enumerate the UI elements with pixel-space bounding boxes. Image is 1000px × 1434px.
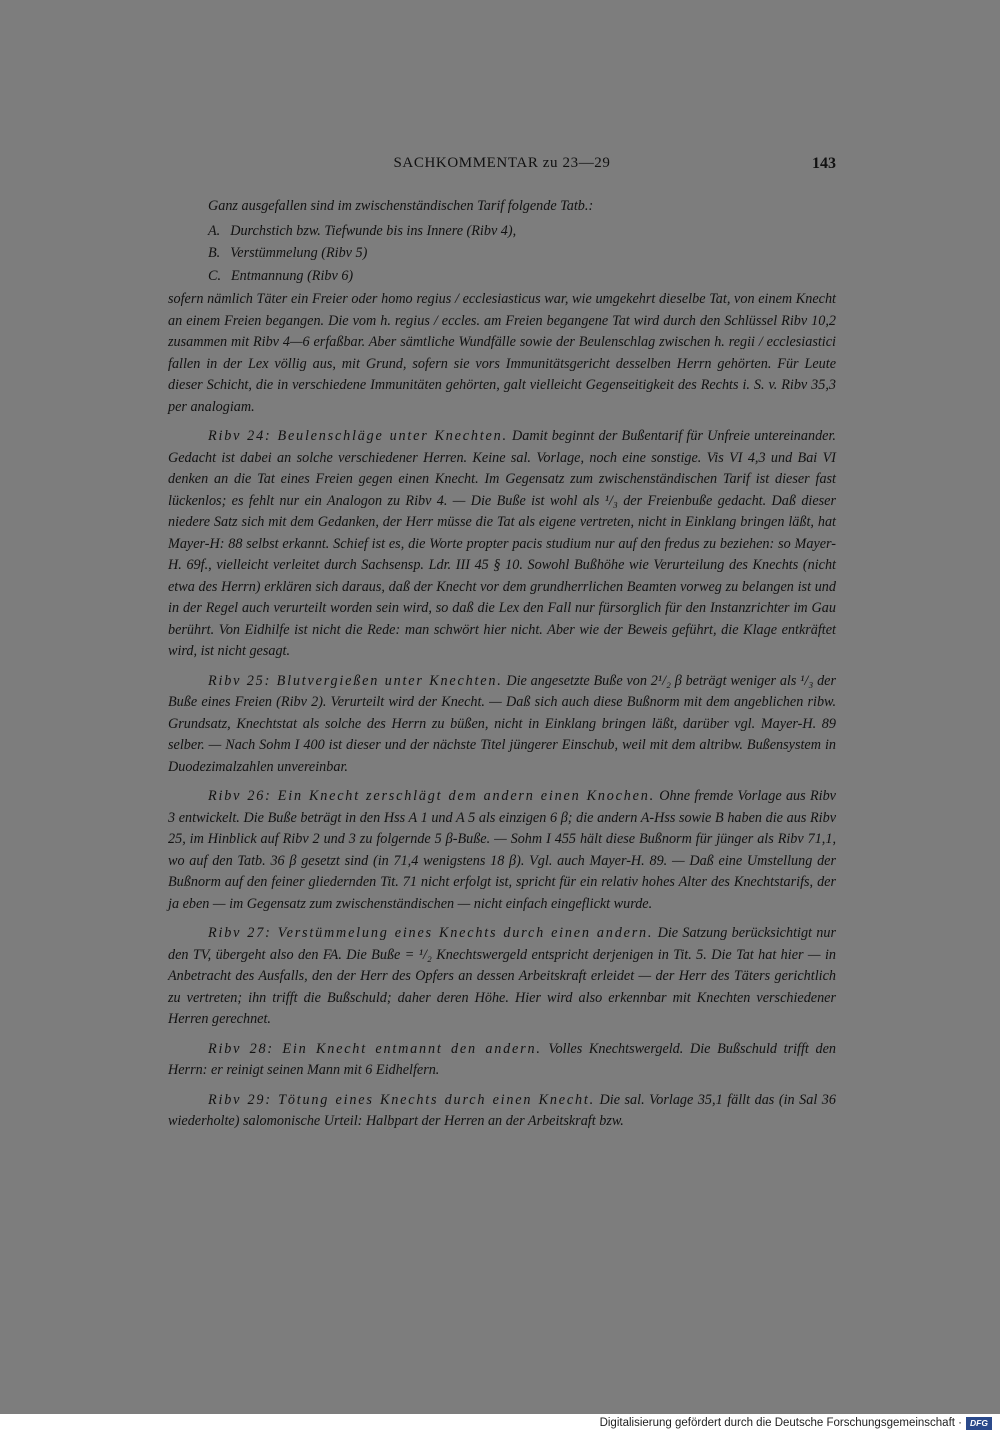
section-text: Ohne fremde Vorlage aus Ribv 3 entwickelt. Die Buße beträgt in den Hss A 1 und A 5 als einzigen 6 β; die andern A-Hss sowie B haben die aus Ribv 25, im Hinblick auf Ribv 2 und 3 zu folgernde 5 β-Buße. — Sohm I 455 hält diese Bußnorm für jünger als Ribv 71,1, wo auf den Tatb. 36 β gesetzt sind (in 71,4 wenigstens 18 β). Vgl. auch Mayer-H. 89. — Daß eine Umstellung der Bußnorm auf den feiner gliedernden Tit. 71 nicht erfolgt ist, spricht für ein relativ hohes Alter des Knechtstarifs, der ja eben — im Gegensatz zum zwischenständischen — nicht einfach eingeflickt wurde. (168, 788, 836, 912)
list-letter: C. (208, 267, 222, 284)
section-text: Volles Knechtswergeld. Die Bußschuld trifft den Herrn: er reinigt seinen Mann mit 6 Eidhelfern. (168, 1040, 836, 1078)
body-text (168, 196, 836, 1141)
section-rubric: Ribv 24: Beulenschläge unter Knechten. (208, 428, 508, 444)
section-text: Damit beginnt der Bußentarif für Unfreie untereinander. Gedacht ist dabei an solche verschiedener Herren. Keine sal. Vorlage, noch eine sonstige. Vis VI 4,3 und Bai VI denken an die Tat eines Freien gegen einen Knecht. Im Gegensatz zum zwischenständischen Tarif ist dieser fast lückenlos; es fehlt nur ein Analogon zu Ribv 4. — Die Buße ist wohl als ¹/₃ der Freienbuße gedacht. Daß dieser niedere Satz sich mit dem Gedanken, der Herr müsse die Tat als eigene vertreten, nicht in Einklang bringen läßt, hat Mayer-H: 88 selbst erkannt. Schief ist es, die Worte propter pacis studium nur auf den fredus zu beziehen: so Mayer-H. 69f., vielleicht verleitet durch Sachsensp. Ldr. III 45 § 10. Sowohl Bußhöhe wie Verurteilung des Knechts (nicht etwa des Herrn) erklären sich daraus, daß der Knecht vor dem grundherrlichen Beamten vorweg zu belangen ist und in der Regel auch verurteilt worden sein wird, so daß die Lex den Fall nur fürsorglich für den Instanzrichter im Gau berührt. Von Eidhilfe ist nicht die Rede: man schwört hier nicht. Aber wie der Beweis geführt, die Klage entkräftet wird, ist nicht gesagt. (168, 428, 836, 659)
section-rubric: Ribv 26: Ein Knecht zerschlägt dem andern einen Knochen. (208, 788, 655, 804)
section-text: Die angesetzte Buße von 2¹/₂ β beträgt weniger als ¹/₃ der Buße eines Freien (Ribv 2). Verurteilt wird der Knecht. — Daß sich auch diese Bußnorm mit dem angeblichen ribw. Grundsatz, Knechtstat als solche des Herrn zu büßen, nicht in Einklang bringen läßt, darüber vgl. Mayer-H. 89 selber. — Nach Sohm I 400 ist dieser und der nächste Titel jüngerer Einschub, weil mit dem altribw. Bußensystem in Duodezimalzahlen unvereinbar. (168, 672, 836, 775)
intro-line: Ganz ausgefallen sind im zwischenständischen Tarif folgende Tatb.: (208, 198, 594, 214)
section-ribv-26 (168, 786, 836, 915)
section-ribv-24 (168, 426, 836, 663)
footer-credit: Digitalisierung gefördert durch die Deutsche Forschungsgemeinschaft · (599, 1417, 962, 1429)
omitted-offences-list (208, 220, 836, 288)
section-text: Die sal. Vorlage 35,1 fällt das (in Sal 36 wiederholte) salomonische Urteil: Halbpart der Herren an der Arbeitskraft bzw. (168, 1091, 836, 1129)
list-text: Verstümmelung (Ribv 5) (230, 245, 368, 261)
page-number: 143 (812, 155, 836, 172)
list-letter: A. (208, 222, 221, 239)
list-item (208, 220, 836, 243)
list-text: Entmannung (Ribv 6) (231, 267, 354, 284)
paragraph: sofern nämlich Täter ein Freier oder homo regius / ecclesiasticus war, wie umgekehrt dieselbe Tat, von einem Knecht an einem Freien begangen. Die vom h. regius / eccles. am Freien begangene Tat wird durch den Schlüssel Ribv 10,2 zusammen mit Ribv 4—6 erfaßbar. Aber sämtliche Wundfälle sowie der Beulenschlag zwischen h. regii / ecclesiastici fallen in der Lex völlig aus, mit Grund, sofern sie vors Immunitätsgericht desselben Herrn gehörten. Für Leute dieser Schicht, die in verschiedene Immunitäten gehörten, galt vielleicht Gegenseitigkeit des Rechts i. S. v. Ribv 35,3 per analogiam. (168, 291, 836, 415)
section-rubric: Ribv 25: Blutvergießen unter Knechten. (208, 672, 503, 689)
list-text: Durchstich bzw. Tiefwunde bis ins Innere (Ribv 4), (230, 222, 517, 239)
list-item (208, 265, 836, 288)
section-ribv-27 (168, 923, 836, 1031)
section-ribv-25 (168, 671, 836, 779)
section-ribv-28 (168, 1039, 836, 1082)
dfg-logo-icon: DFG (966, 1417, 992, 1430)
list-letter: B. (208, 245, 221, 261)
section-ribv-29 (168, 1090, 836, 1133)
section-rubric: Ribv 29: Tötung eines Knechts durch einen Knecht. (208, 1091, 595, 1108)
running-head: SACHKOMMENTAR zu 23—29 (393, 155, 611, 171)
section-rubric: Ribv 27: Verstümmelung eines Knechts durch einen andern. (208, 925, 654, 941)
list-item (208, 242, 836, 265)
footer-bar (0, 1414, 1000, 1434)
section-rubric: Ribv 28: Ein Knecht entmannt den andern. (208, 1040, 542, 1057)
section-text: Die Satzung berücksichtigt nur den TV, übergeht also den FA. Die Buße = ¹/₂ Knechtswergeld entspricht derjenigen in Tit. 5. Die Tat hat hier — in Anbetracht des Ausfalls, den der Herr des Opfers an dessen Arbeitskraft erleidet — der Herr des Täters gerichtlich zu vertreten; ihn trifft die Bußschuld; daher deren Höhe. Hier wird also erkennbar mit Knechten verschiedener Herren gerechnet. (168, 925, 837, 1027)
page-header (168, 155, 836, 179)
